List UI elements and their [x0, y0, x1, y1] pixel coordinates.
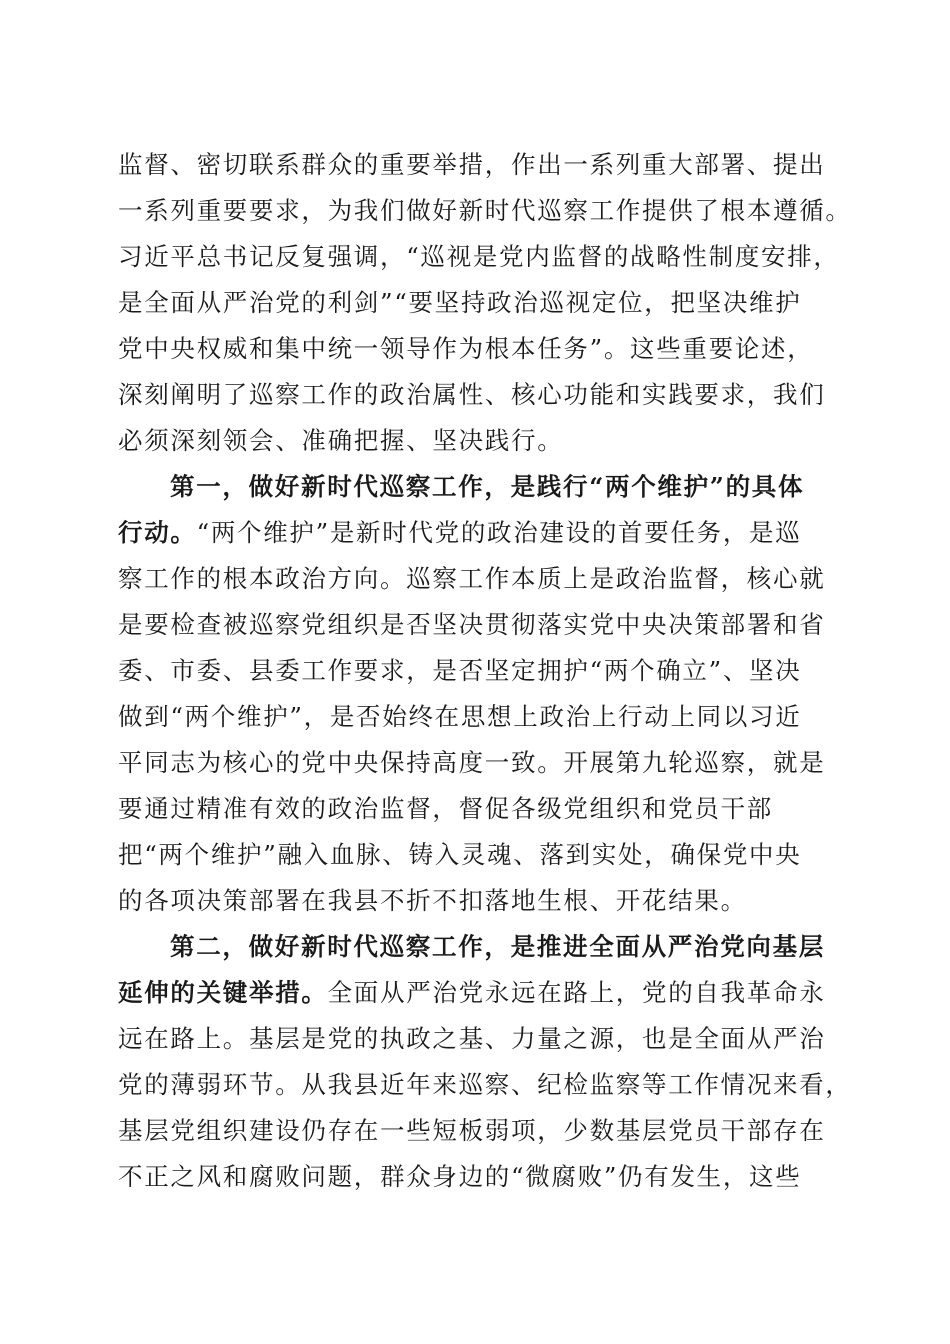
text-line: 是全面从严治党的利剑”“要坚持政治巡视定位，把坚决维护 [118, 288, 802, 317]
paragraph-1 [118, 142, 852, 464]
paragraph-lead-heading: 第一，做好新时代巡察工作，是践行“两个维护”的具体 [170, 472, 805, 501]
text-line: 的各项决策部署在我县不折不扣落地生根、开花结果。 [118, 886, 747, 915]
text-line: 基层党组织建设仍存在一些短板弱项，少数基层党员干部存在 [118, 1116, 826, 1145]
text-line: 必须深刻领会、准确把握、坚决践行。 [118, 426, 564, 455]
text-line [118, 970, 833, 1016]
text-line: 委、市委、县委工作要求，是否坚定拥护“两个确立”、坚决 [118, 656, 802, 685]
paragraph-lead-heading-tail: 延伸的关键举措。 [118, 978, 328, 1007]
document-body [118, 142, 852, 1200]
text-line: 是要检查被巡察党组织是否坚决贯彻落实党中央决策部署和省 [118, 610, 826, 639]
text-span: 全面从严治党永远在路上，党的自我革命永 [327, 978, 826, 1007]
text-line: 做到“两个维护”，是否始终在思想上政治上行动上同以习近 [118, 702, 802, 731]
text-line [118, 510, 833, 556]
text-line: 平同志为核心的党中央保持高度一致。开展第九轮巡察，就是 [118, 748, 826, 777]
paragraph-3 [118, 924, 852, 1200]
text-line: 党的薄弱环节。从我县近年来巡察、纪检监察等工作情况来看， [118, 1070, 852, 1099]
text-line: 把“两个维护”融入血脉、铸入灵魂、落到实处，确保党中央 [118, 840, 802, 869]
paragraph-2 [118, 464, 833, 924]
paragraph-lead-heading: 第二，做好新时代巡察工作，是推进全面从严治党向基层 [170, 932, 825, 961]
text-span: “两个维护”是新时代党的政治建设的首要任务，是巡 [196, 518, 802, 547]
text-line: 一系列重要要求，为我们做好新时代巡察工作提供了根本遵循。 [118, 196, 852, 225]
text-line: 不正之风和腐败问题，群众身边的“微腐败”仍有发生，这些 [118, 1162, 802, 1191]
paragraph-lead-heading-tail: 行动。 [118, 518, 197, 547]
text-line [118, 464, 833, 510]
text-line [118, 924, 833, 970]
text-line: 要通过精准有效的政治监督，督促各级党组织和党员干部 [118, 794, 773, 823]
text-line: 监督、密切联系群众的重要举措，作出一系列重大部署、提出 [118, 150, 826, 179]
text-line: 党中央权威和集中统一领导作为根本任务”。这些重要论述， [118, 334, 814, 363]
text-line: 深刻阐明了巡察工作的政治属性、核心功能和实践要求，我们 [118, 380, 826, 409]
text-line: 察工作的根本政治方向。巡察工作本质上是政治监督，核心就 [118, 564, 826, 593]
text-line: 习近平总书记反复强调，“巡视是党内监督的战略性制度安排， [118, 242, 840, 271]
text-line: 远在路上。基层是党的执政之基、力量之源，也是全面从严治 [118, 1024, 826, 1053]
